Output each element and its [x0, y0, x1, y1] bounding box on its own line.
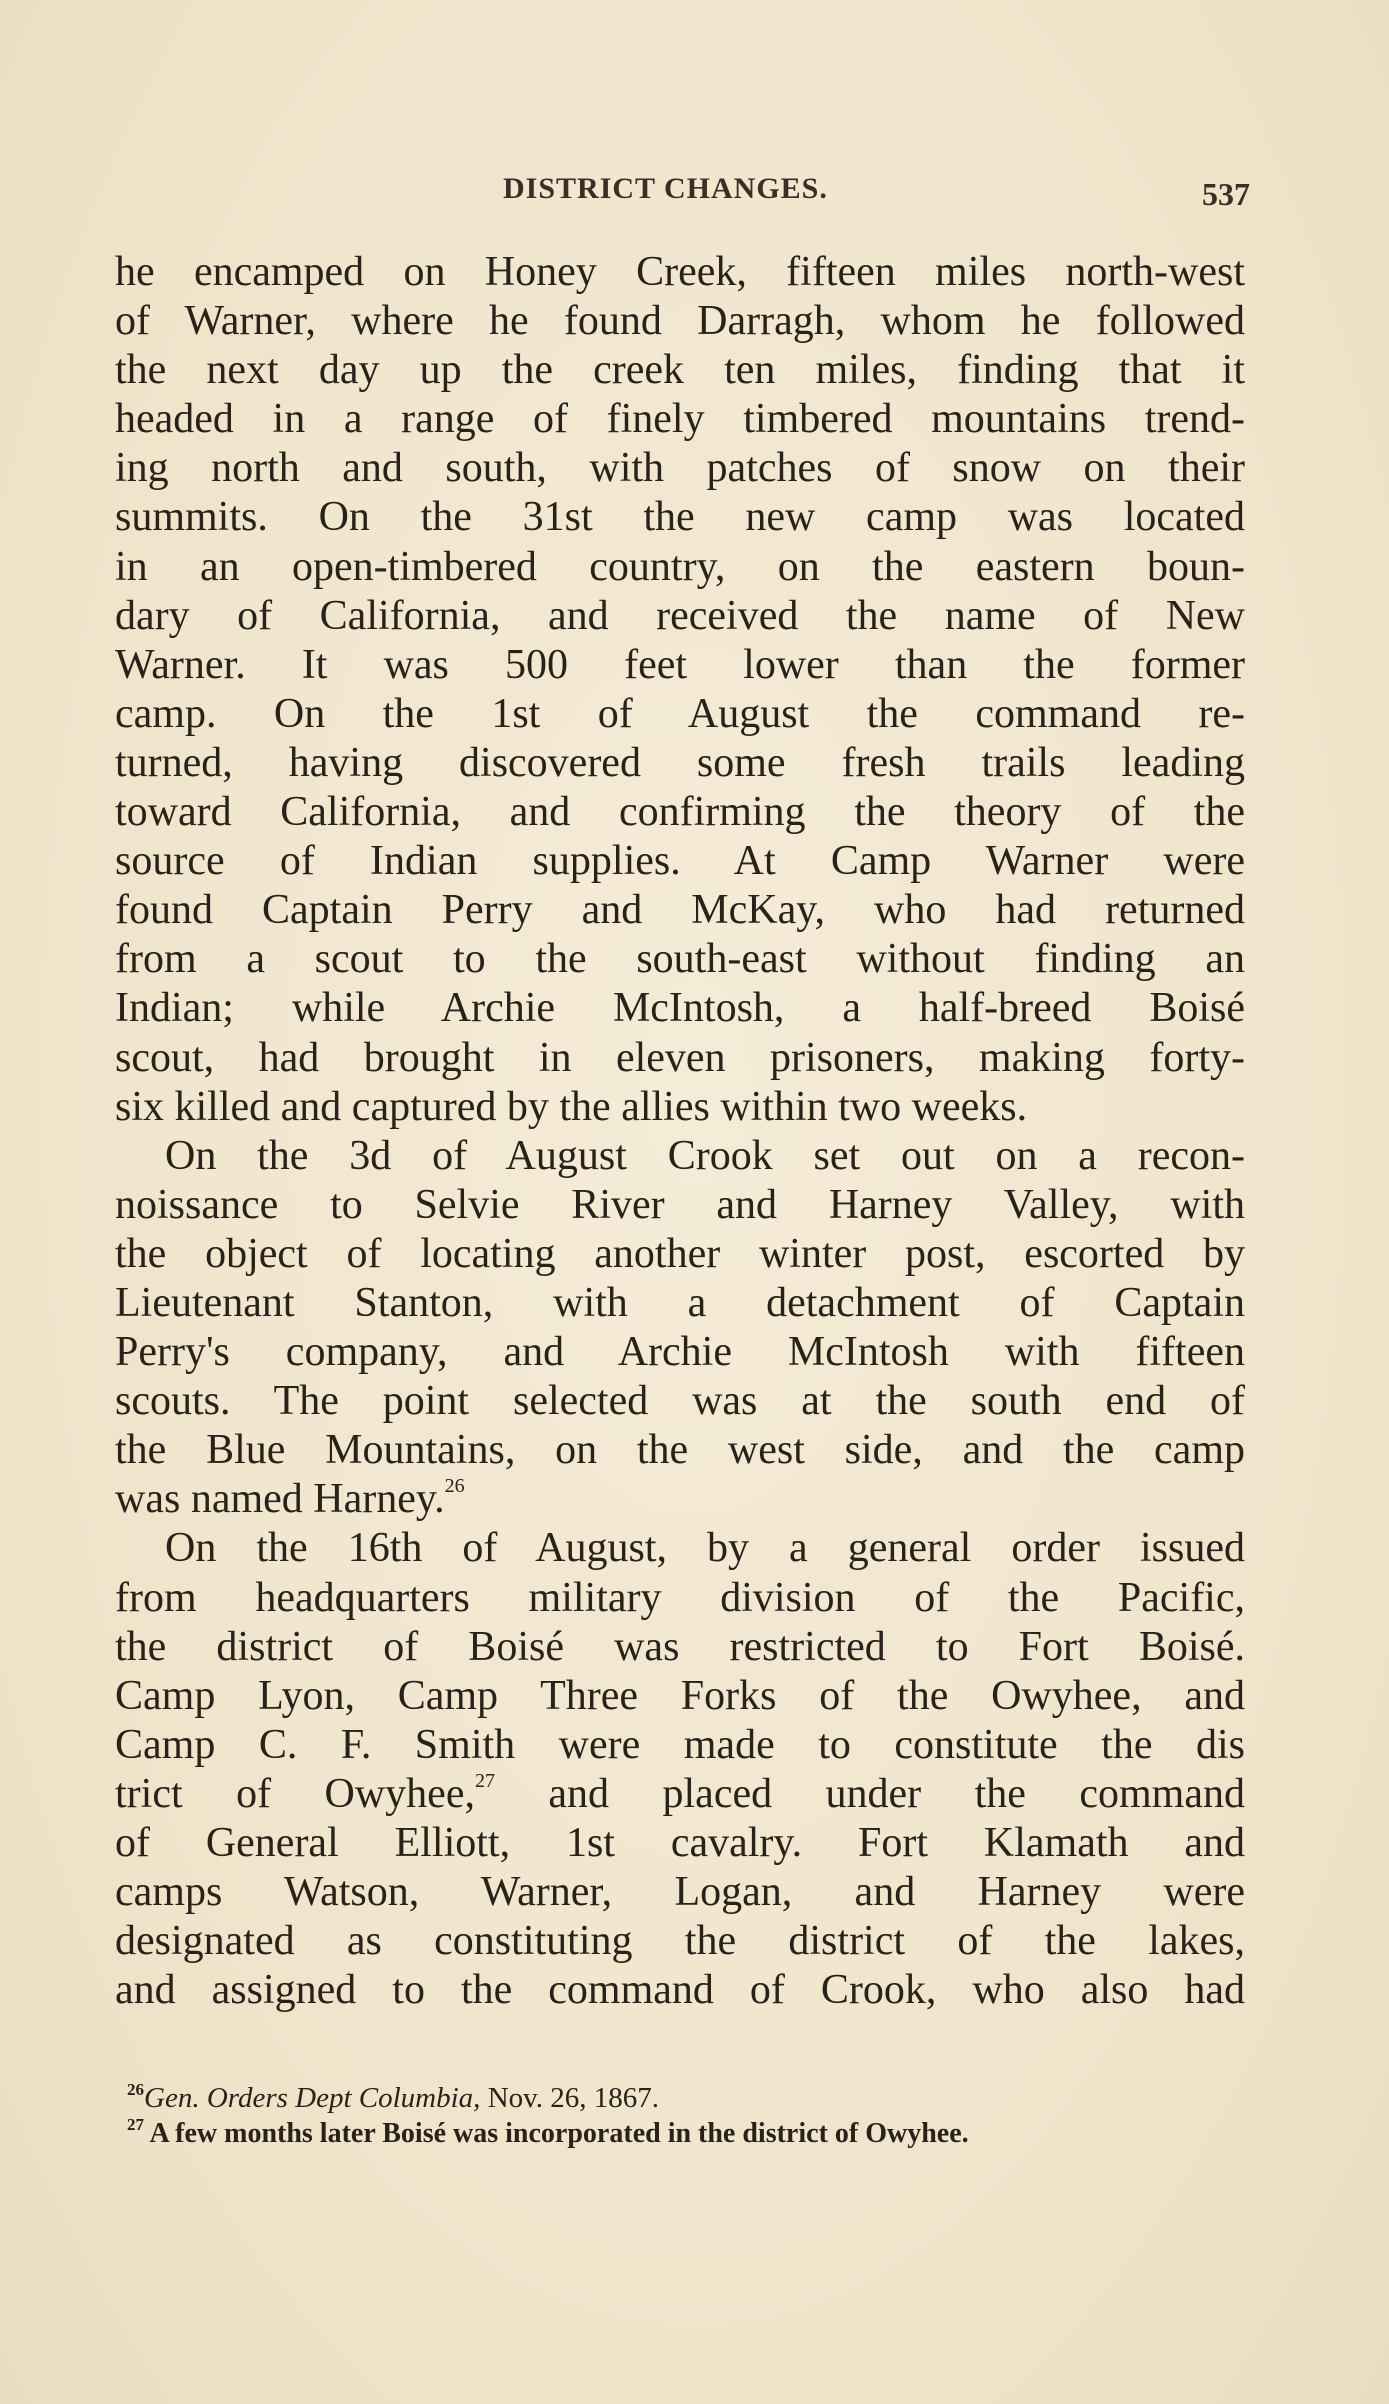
- text-line: source of Indian supplies. At Camp Warner were: [115, 838, 1245, 885]
- text-line: On the 16th of August, by a general order issued: [165, 1525, 1245, 1572]
- footnote-source: Gen. Orders Dept Columbia,: [144, 2082, 481, 2114]
- text-line: camps Watson, Warner, Logan, and Harney were: [115, 1869, 1245, 1916]
- text-line: from a scout to the south-east without finding an: [115, 936, 1245, 983]
- text-line: noissance to Selvie River and Harney Valley, with: [115, 1181, 1245, 1228]
- text-line: from headquarters military division of the Pacific,: [115, 1574, 1245, 1621]
- text-line: the next day up the creek ten miles, finding that it: [115, 347, 1245, 394]
- text-line: Warner. It was 500 feet lower than the former: [115, 641, 1245, 688]
- text-line: Indian; while Archie McIntosh, a half-breed Boisé: [115, 985, 1245, 1032]
- text-line: toward California, and confirming the theory of the: [115, 789, 1245, 836]
- footnote-text: A few months later Boisé was incorporated in the district of Owyhee.: [149, 2118, 969, 2149]
- page-number: 537: [1202, 176, 1250, 212]
- text-line: dary of California, and received the name of New: [115, 592, 1245, 639]
- text-line: ing north and south, with patches of snow on their: [115, 445, 1245, 492]
- text-line: scouts. The point selected was at the south end of: [115, 1378, 1245, 1425]
- text-line: the district of Boisé was restricted to Fort Boisé.: [115, 1623, 1245, 1670]
- text-line: Lieutenant Stanton, with a detachment of Captain: [115, 1279, 1245, 1326]
- footnote-marker: 27: [127, 2115, 144, 2134]
- text-line: of Warner, where he found Darragh, whom he followed: [115, 298, 1245, 345]
- text-line: Camp Lyon, Camp Three Forks of the Owyhee, and: [115, 1672, 1245, 1719]
- text-line: Perry's company, and Archie McIntosh with fifteen: [115, 1329, 1245, 1376]
- footnote-text: Nov. 26, 1867.: [480, 2082, 659, 2114]
- text-line: On the 3d of August Crook set out on a recon-: [165, 1132, 1245, 1179]
- text-line: the object of locating another winter post, escorted by: [115, 1230, 1245, 1277]
- running-head: [0, 172, 1389, 216]
- body-text: [115, 248, 1245, 2015]
- text-segment: and placed under the command: [494, 1770, 1245, 1817]
- running-title: DISTRICT CHANGES.: [503, 172, 828, 205]
- footnote-ref-27[interactable]: 27: [474, 1769, 495, 1792]
- footnote-marker: 26: [127, 2080, 144, 2099]
- footnote-ref-26[interactable]: 26: [444, 1475, 465, 1498]
- text-line: headed in a range of finely timbered mountains trend-: [115, 396, 1245, 443]
- text-line: Camp C. F. Smith were made to constitute the dis: [115, 1721, 1245, 1768]
- text-line: scout, had brought in eleven prisoners, making forty-: [115, 1034, 1245, 1081]
- text-line: he encamped on Honey Creek, fifteen miles north-west: [115, 249, 1245, 295]
- text-line: turned, having discovered some fresh trails leading: [115, 739, 1245, 786]
- text-line-with-footnote-ref: [115, 1770, 1245, 1819]
- text-segment: trict of Owyhee,: [115, 1770, 475, 1817]
- text-line: the Blue Mountains, on the west side, and the camp: [115, 1427, 1245, 1474]
- footnote-27: [115, 2116, 1245, 2152]
- text-line: of General Elliott, 1st cavalry. Fort Klamath and: [115, 1820, 1245, 1866]
- footnotes: [115, 2080, 1245, 2152]
- text-line: found Captain Perry and McKay, who had returned: [115, 887, 1245, 934]
- text-line-with-footnote-ref: [115, 1475, 1245, 1524]
- text-line: designated as constituting the district of the lakes,: [115, 1918, 1245, 1965]
- text-segment: was named Harney.: [115, 1476, 445, 1523]
- text-line: summits. On the 31st the new camp was located: [115, 494, 1245, 541]
- text-line: six killed and captured by the allies within two weeks.: [115, 1083, 1028, 1130]
- text-line: and assigned to the command of Crook, who also had: [115, 1967, 1245, 2014]
- text-line: camp. On the 1st of August the command re-: [115, 690, 1245, 737]
- footnote-26: [115, 2080, 1245, 2116]
- text-line: in an open-timbered country, on the eastern boun-: [115, 543, 1245, 590]
